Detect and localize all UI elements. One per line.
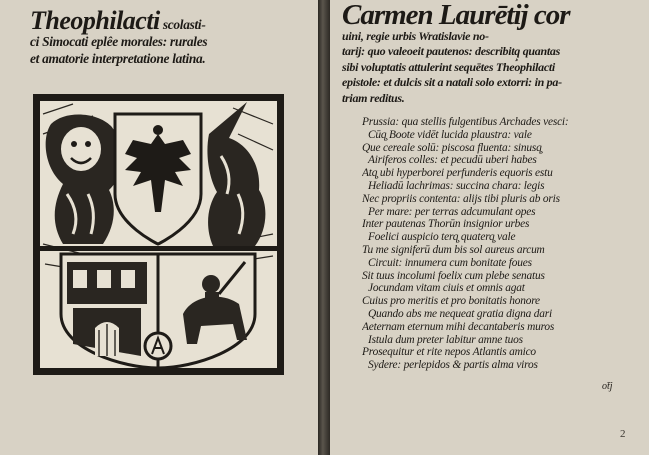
- book-gutter: [318, 0, 330, 455]
- verse-line: Inter pautenas Thorūn insignior urbes: [362, 218, 530, 231]
- poem-verses: [362, 116, 648, 372]
- coat-of-arms-woodcut: [33, 94, 284, 375]
- verse-line: Atq̧ ubi hyperborei perfunderis equoris estu: [362, 167, 553, 180]
- verse-line: Que cereale solū: piscosa fluenta: sinusq̧: [362, 141, 542, 154]
- left-page: [0, 0, 318, 455]
- verse-line: Nec propriis contenta: alijs tibi pluris ab oris: [362, 192, 560, 205]
- verse-line: Cūq̧ Boote vidēt lucida plaustra: vale: [368, 128, 532, 141]
- verse-line: Per mare: per terras adcumulant opes: [368, 205, 536, 218]
- title-line-3: et amatorie interpretatione latina.: [30, 51, 206, 66]
- verse-line: Prussia: qua stellis fulgentibus Archades vesci:: [362, 116, 569, 128]
- verse-line: Tu me signiferū dum bis sol aureus arcum: [362, 243, 545, 256]
- verse-line: Sit tuus incolumi foelix cum plebe senatus: [362, 269, 545, 282]
- book-title: [30, 6, 312, 67]
- catchword: ot̄j: [602, 381, 613, 392]
- verse-line: Istula dum preter labitur amne tuos: [368, 333, 523, 346]
- verse-line: Airiferos colles: et pecudū uberi habes: [368, 154, 537, 167]
- lower-shield: [61, 254, 255, 368]
- poem-heading: [342, 0, 642, 107]
- verse-line: Heliadū lachrimas: succina chara: legis: [368, 179, 545, 192]
- verse-line: Sydere: perlepidos & partis alma viros: [368, 359, 538, 372]
- verse-line: Jocundam vitam ciuis et omnis agat: [368, 282, 525, 295]
- title-line-1: Theophilacti scolasti-: [30, 6, 206, 35]
- right-page: [330, 0, 649, 455]
- verse-line: Circuit: innumera cum bonitate foues: [368, 256, 532, 269]
- heading-line-2: uini, regie urbis Wratislavie no-: [342, 28, 489, 43]
- verse-line: Quando abs me nequeat gratia digna dari: [368, 307, 552, 320]
- heading-line-5: epistole: et dulcis sit a natali solo extorri: in pa-: [342, 75, 562, 90]
- verse-line: Cuius pro meritis et pro bonitatis honore: [362, 295, 540, 308]
- verse-line: Prosequitur et rite nepos Atlantis amico: [362, 346, 536, 359]
- page-number: 2: [620, 428, 626, 440]
- heading-line-3: tarij: quo valeoeit pautenos: describitq̧ quantas: [342, 44, 560, 59]
- verse-line: Aeternam eternum mihi decantaberis muros: [362, 320, 555, 333]
- title-line-2: ci Simocati eplêe morales: rurales: [30, 34, 208, 49]
- heading-line-1: Carmen Laurētij cor: [342, 0, 570, 31]
- heading-line-6: triam reditus.: [342, 90, 405, 105]
- verse-line: Foelici auspicio terq̧ quaterq̧ vale: [368, 231, 516, 244]
- heading-line-4: sibi voluptatis attulerint sequētes Theophilacti: [342, 59, 555, 74]
